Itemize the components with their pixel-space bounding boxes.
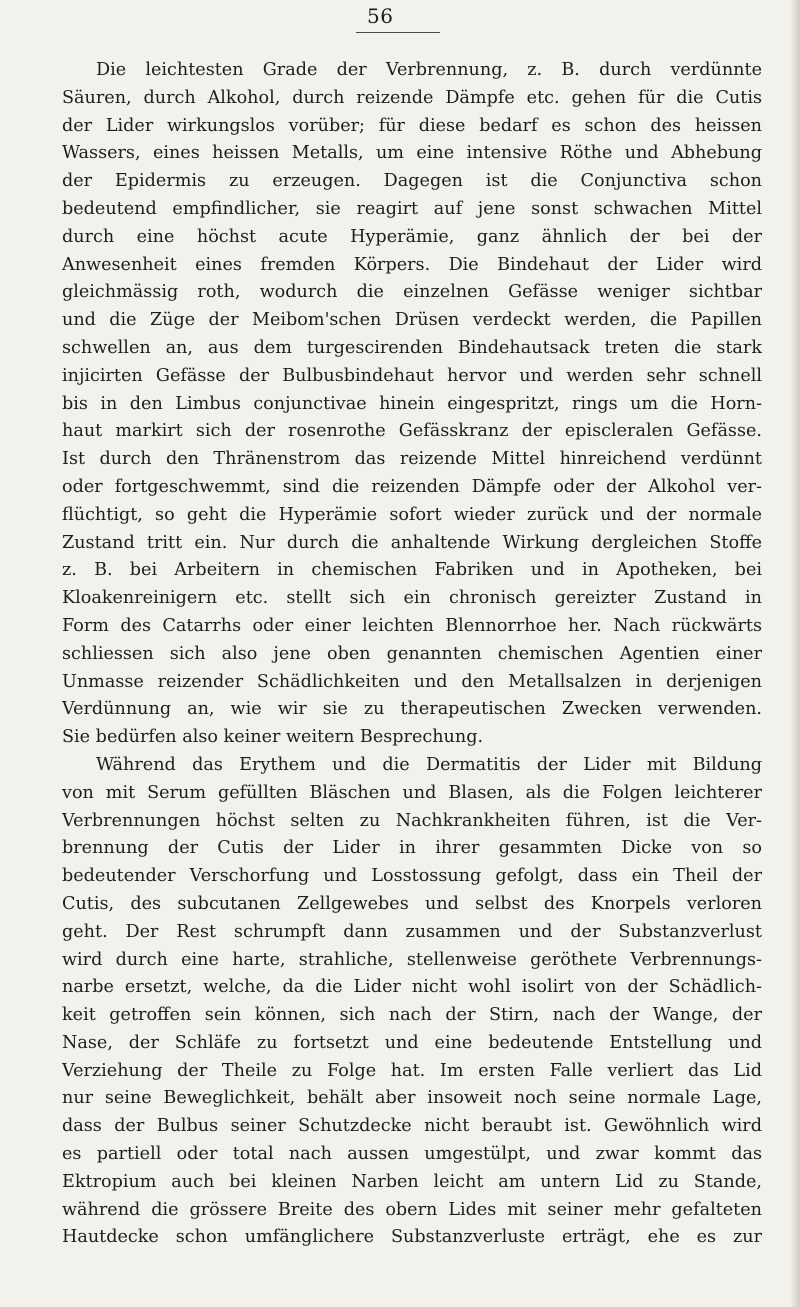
text-line: Die leichtesten Grade der Verbrennung, z. B. durch verdünnte — [96, 60, 762, 80]
text-line: dass der Bulbus seiner Schutzdecke nicht beraubt ist. Gewöhnlich wird — [62, 1116, 762, 1137]
text-line: und die Züge der Meibom'schen Drüsen verdeckt werden, die Papillen — [62, 310, 762, 331]
text-line: Ektropium auch bei kleinen Narben leicht am untern Lid zu Stande, — [62, 1171, 762, 1192]
text-line: bedeutender Verschorfung und Losstossung gefolgt, dass ein Theil der — [62, 866, 762, 887]
text-line: gleichmässig roth, wodurch die einzelnen Gefässe weniger sichtbar — [62, 282, 762, 303]
text-line: schliessen sich also jene oben genannten chemischen Agentien einer — [62, 643, 762, 664]
text-line: von mit Serum gefüllten Bläschen und Blasen, als die Folgen leichterer — [62, 782, 762, 803]
text-line: bedeutend empfindlicher, sie reagirt auf jene sonst schwachen Mittel — [62, 198, 762, 219]
text-line: bis in den Limbus conjunctivae hinein eingespritzt, rings um die Horn- — [62, 393, 762, 414]
text-line: brennung der Cutis der Lider in ihrer gesammten Dicke von so — [62, 838, 762, 859]
text-line: durch eine höchst acute Hyperämie, ganz ähnlich der bei der — [62, 226, 762, 247]
text-line: der Epidermis zu erzeugen. Dagegen ist die Conjunctiva schon — [62, 171, 762, 192]
text-line: haut markirt sich der rosenrothe Gefässkranz der episcleralen Gefässe. — [62, 421, 762, 442]
text-line: injicirten Gefässe der Bulbusbindehaut hervor und werden sehr schnell — [62, 365, 762, 386]
text-line: keit getroffen sein können, sich nach der Stirn, nach der Wange, der — [62, 1005, 762, 1026]
text-line: Kloakenreinigern etc. stellt sich ein chronisch gereizter Zustand in — [62, 588, 762, 609]
text-line: wird durch eine harte, strahliche, stellenweise geröthete Verbrennungs- — [62, 949, 762, 970]
text-line: nur seine Beweglichkeit, behält aber insoweit noch seine normale Lage, — [62, 1088, 762, 1109]
text-line: während die grössere Breite des obern Lides mit seiner mehr gefalteten — [62, 1199, 762, 1220]
text-line: z. B. bei Arbeitern in chemischen Fabriken und in Apotheken, bei — [62, 560, 762, 581]
text-line: Wassers, eines heissen Metalls, um eine intensive Röthe und Abhebung — [62, 143, 762, 164]
text-line: Verziehung der Theile zu Folge hat. Im ersten Falle verliert das Lid — [62, 1060, 762, 1081]
text-line: Verbrennungen höchst selten zu Nachkrankheiten führen, ist die Ver- — [62, 810, 762, 831]
text-line: es partiell oder total nach aussen umgestülpt, und zwar kommt das — [62, 1144, 762, 1165]
text-line: oder fortgeschwemmt, sind die reizenden Dämpfe oder der Alkohol ver- — [62, 476, 762, 497]
text-line: Verdünnung an, wie wir sie zu therapeutischen Zwecken verwenden. — [62, 699, 762, 720]
text-line: Sie bedürfen also keiner weitern Besprechung. — [62, 727, 484, 748]
text-line: Zustand tritt ein. Nur durch die anhaltende Wirkung dergleichen Stoffe — [62, 532, 762, 553]
page-number: 56 — [367, 4, 394, 28]
text-line: Form des Catarrhs oder einer leichten Blennorrhoe her. Nach rückwärts — [62, 615, 762, 636]
text-line: der Lider wirkungslos vorüber; für diese bedarf es schon des heissen — [62, 115, 762, 136]
page-edge-shadow — [790, 0, 800, 1307]
text-line: Anwesenheit eines fremden Körpers. Die Bindehaut der Lider wird — [62, 254, 762, 275]
text-line: Hautdecke schon umfänglichere Substanzverluste erträgt, ehe es zur — [62, 1227, 762, 1248]
text-line: Unmasse reizender Schädlichkeiten und den Metallsalzen in derjenigen — [62, 671, 762, 692]
text-line: geht. Der Rest schrumpft dann zusammen und der Substanzverlust — [62, 921, 762, 942]
text-line: flüchtigt, so geht die Hyperämie sofort wieder zurück und der normale — [62, 504, 762, 525]
page-number-rule — [356, 32, 440, 33]
text-line: Nase, der Schläfe zu fortsetzt und eine bedeutende Entstellung und — [62, 1032, 762, 1053]
text-line: schwellen an, aus dem turgescirenden Bindehautsack treten die stark — [62, 337, 762, 358]
body-text — [62, 57, 762, 1252]
text-line: Während das Erythem und die Dermatitis der Lider mit Bildung — [96, 754, 762, 775]
text-line: Ist durch den Thränenstrom das reizende Mittel hinreichend verdünnt — [62, 449, 762, 470]
text-line: Säuren, durch Alkohol, durch reizende Dämpfe etc. gehen für die Cutis — [62, 87, 762, 108]
text-line: Cutis, des subcutanen Zellgewebes und selbst des Knorpels verloren — [62, 893, 762, 914]
text-line: narbe ersetzt, welche, da die Lider nicht wohl isolirt von der Schädlich- — [62, 977, 762, 998]
